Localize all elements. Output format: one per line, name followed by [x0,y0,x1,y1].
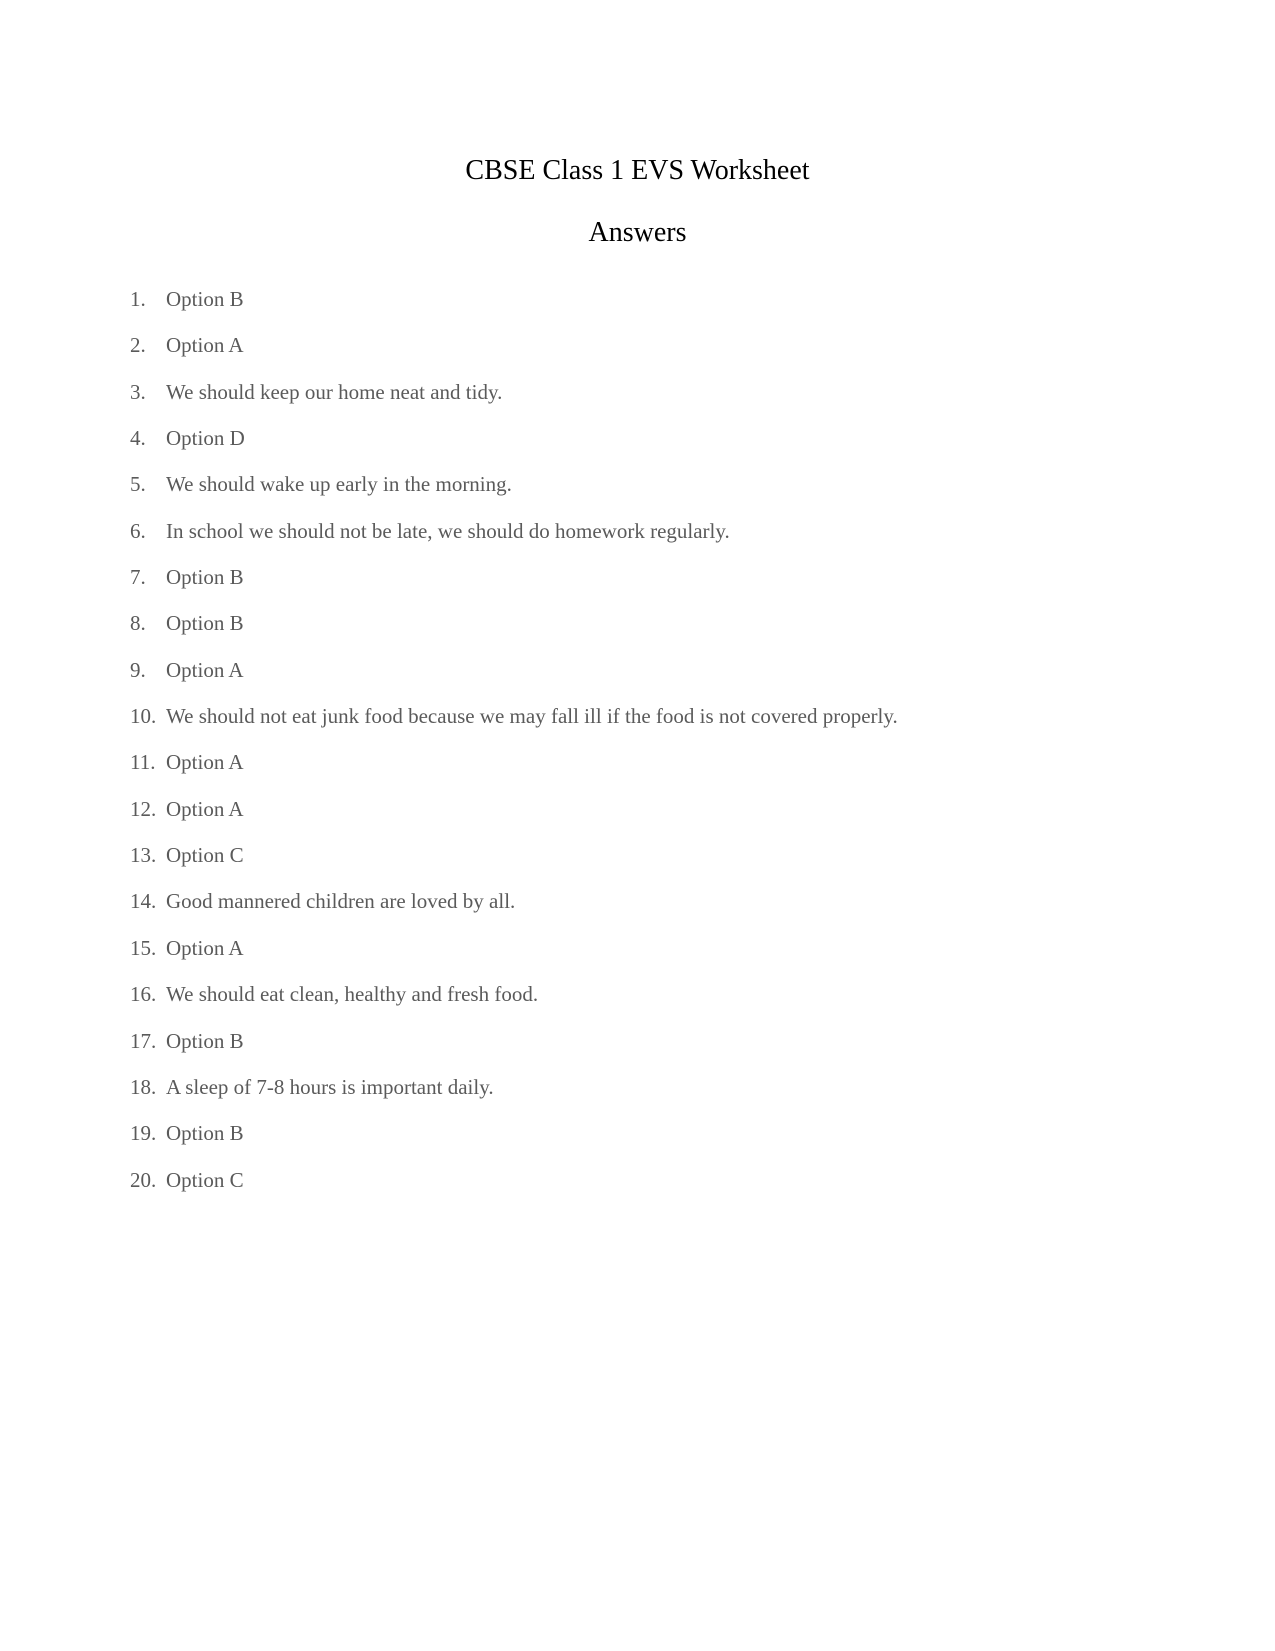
answer-number: 20. [130,1167,157,1192]
answer-item [130,1120,898,1166]
answer-text: We should keep our home neat and tidy. [166,379,503,404]
answer-item [130,610,898,656]
answer-item [130,332,898,378]
answer-number: 4. [130,426,146,451]
answer-text: Option C [166,843,244,868]
answer-list [130,286,898,1213]
answer-text: We should eat clean, healthy and fresh food. [166,982,539,1007]
answer-number: 6. [130,518,146,543]
answer-text: Option C [166,1167,244,1192]
answer-item [130,935,898,981]
page-title: CBSE Class 1 EVS Worksheet [465,155,810,186]
answer-number: 3. [130,379,146,404]
answer-text: A sleep of 7-8 hours is important daily. [166,1074,494,1099]
answer-number: 15. [130,935,157,960]
answer-item [130,1028,898,1074]
answer-item [130,796,898,842]
answer-item [130,1074,898,1120]
answer-number: 12. [130,796,157,821]
answer-item [130,981,898,1027]
page-subtitle: Answers [588,217,687,248]
answer-number: 16. [130,982,157,1007]
answer-text: In school we should not be late, we should do homework regularly. [166,518,730,543]
answer-number: 18. [130,1074,157,1099]
answer-text: Option B [166,287,244,311]
answer-number: 8. [130,611,146,636]
answer-text: Option B [166,1121,244,1146]
answer-text: Option A [166,333,244,358]
answer-number: 10. [130,704,157,729]
answer-text: Option B [166,565,244,590]
answer-number: 7. [130,565,146,590]
answer-number: 1. [130,287,146,311]
answer-text: Option D [166,426,245,451]
answer-item [130,657,898,703]
answer-text: Option A [166,750,244,775]
answer-item [130,471,898,517]
answer-number: 13. [130,843,157,868]
answer-number: 5. [130,472,146,497]
answer-text: Option A [166,796,244,821]
answer-item [130,1167,898,1213]
answer-number: 14. [130,889,157,914]
answer-number: 19. [130,1121,157,1146]
answer-text: We should not eat junk food because we may fall ill if the food is not covered properly. [166,704,898,729]
answer-item [130,379,898,425]
answer-text: Option A [166,657,244,682]
answer-number: 9. [130,657,146,682]
answer-item [130,888,898,934]
answer-item [130,842,898,888]
answer-number: 17. [130,1028,157,1053]
answer-item [130,749,898,795]
answer-text: Option B [166,611,244,636]
answer-text: Good mannered children are loved by all. [166,889,516,914]
answer-text: We should wake up early in the morning. [166,472,512,497]
answer-item [130,518,898,564]
answer-item [130,564,898,610]
answer-text: Option B [166,1028,244,1053]
answer-item [130,703,898,749]
answer-text: Option A [166,935,244,960]
answer-number: 11. [130,750,156,775]
answer-number: 2. [130,333,146,358]
answer-item [130,286,898,332]
answer-item [130,425,898,471]
